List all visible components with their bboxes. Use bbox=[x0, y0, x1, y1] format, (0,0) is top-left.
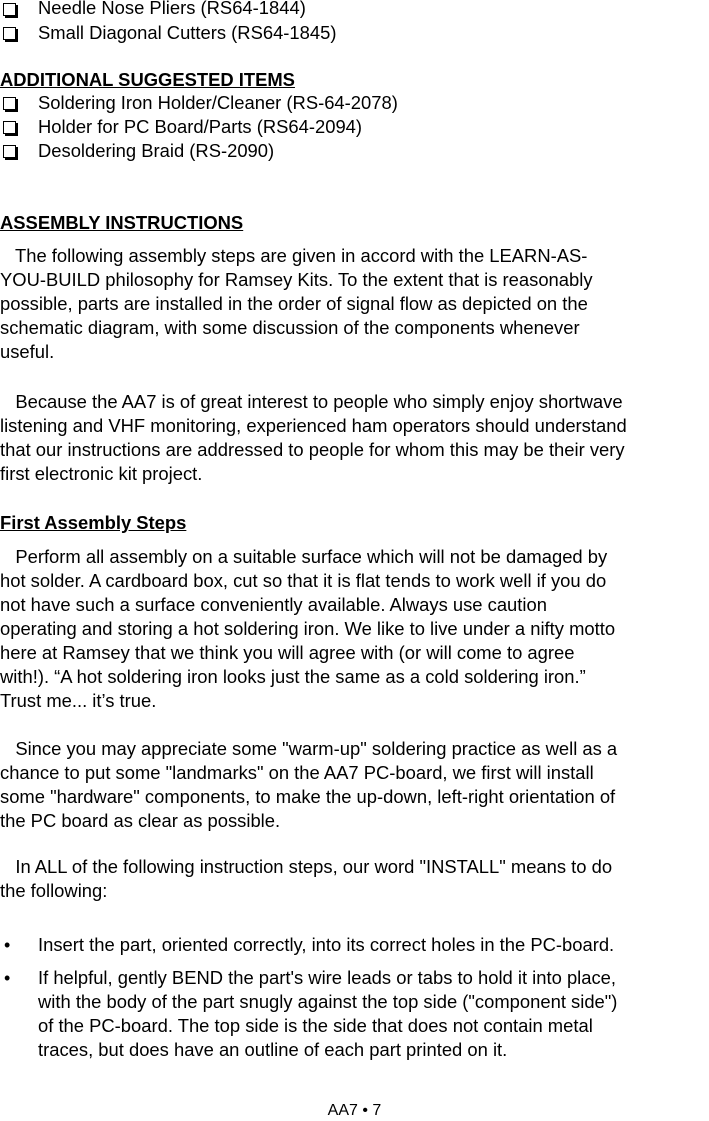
checklist-item: Small Diagonal Cutters (RS64-1845) bbox=[38, 22, 337, 43]
text-line: useful. bbox=[0, 341, 55, 362]
assembly-instructions-heading: ASSEMBLY INSTRUCTIONS bbox=[0, 212, 244, 233]
text-line: with!). “A hot soldering iron looks just the same as a cold soldering iron.” bbox=[0, 666, 586, 687]
text-line: first electronic kit project. bbox=[0, 463, 203, 484]
additional-items-heading: ADDITIONAL SUGGESTED ITEMS bbox=[0, 69, 295, 90]
paragraph-install-definition bbox=[0, 855, 709, 903]
text-line: YOU-BUILD philosophy for Ramsey Kits. To the extent that is reasonably bbox=[0, 269, 593, 290]
text-line: some "hardware" components, to make the up-down, left-right orientation of bbox=[0, 786, 616, 807]
checklist-item: Desoldering Braid (RS-2090) bbox=[38, 140, 275, 161]
bullet-icon: • bbox=[4, 968, 11, 988]
checkbox-icon bbox=[3, 27, 16, 40]
paragraph-intro bbox=[0, 244, 709, 364]
text-line: Insert the part, oriented correctly, into its correct holes in the PC-board. bbox=[38, 934, 615, 955]
text-line: hot solder. A cardboard box, cut so that it is flat tends to work well if you do bbox=[0, 570, 607, 591]
text-line: schematic diagram, with some discussion of the components whenever bbox=[0, 317, 580, 338]
checklist-item: Holder for PC Board/Parts (RS64-2094) bbox=[38, 116, 363, 137]
bullet-item bbox=[38, 933, 709, 957]
checkbox-icon bbox=[3, 3, 16, 16]
text-line: that our instructions are addressed to people for whom this may be their very bbox=[0, 439, 625, 460]
text-line: Because the AA7 is of great interest to people who simply enjoy shortwave bbox=[0, 391, 623, 412]
text-line: chance to put some "landmarks" on the AA7 PC-board, we first will install bbox=[0, 762, 594, 783]
text-line: the following: bbox=[0, 880, 108, 901]
checkbox-icon bbox=[3, 145, 16, 158]
paragraph-work-surface bbox=[0, 545, 709, 713]
checklist-item: Soldering Iron Holder/Cleaner (RS-64-2078) bbox=[38, 92, 398, 113]
paragraph-audience bbox=[0, 390, 709, 486]
page-footer: AA7 • 7 bbox=[327, 1102, 382, 1119]
text-line: with the body of the part snugly against the top side ("component side") bbox=[38, 991, 618, 1012]
text-line: of the PC-board. The top side is the side that does not contain metal bbox=[38, 1015, 593, 1036]
text-line: traces, but does have an outline of each part printed on it. bbox=[38, 1039, 508, 1060]
text-line: the PC board as clear as possible. bbox=[0, 810, 281, 831]
text-line: Perform all assembly on a suitable surface which will not be damaged by bbox=[0, 546, 608, 567]
text-line: In ALL of the following instruction steps, our word "INSTALL" means to do bbox=[0, 856, 613, 877]
checkbox-icon bbox=[3, 97, 16, 110]
text-line: Since you may appreciate some "warm-up" soldering practice as well as a bbox=[0, 738, 618, 759]
text-line: not have such a surface conveniently available. Always use caution bbox=[0, 594, 547, 615]
checkbox-icon bbox=[3, 121, 16, 134]
first-assembly-steps-heading: First Assembly Steps bbox=[0, 512, 187, 533]
checklist-item: Needle Nose Pliers (RS64-1844) bbox=[38, 0, 306, 18]
paragraph-warm-up bbox=[0, 737, 709, 833]
text-line: Trust me... it’s true. bbox=[0, 690, 157, 711]
bullet-item bbox=[38, 966, 709, 1062]
text-line: possible, parts are installed in the order of signal flow as depicted on the bbox=[0, 293, 588, 314]
text-line: The following assembly steps are given in accord with the LEARN-AS- bbox=[0, 245, 588, 266]
text-line: here at Ramsey that we think you will agree with (or will come to agree bbox=[0, 642, 575, 663]
text-line: listening and VHF monitoring, experienced ham operators should understand bbox=[0, 415, 627, 436]
text-line: operating and storing a hot soldering iron. We like to live under a nifty motto bbox=[0, 618, 616, 639]
bullet-icon: • bbox=[4, 935, 11, 955]
text-line: If helpful, gently BEND the part's wire leads or tabs to hold it into place, bbox=[38, 967, 617, 988]
